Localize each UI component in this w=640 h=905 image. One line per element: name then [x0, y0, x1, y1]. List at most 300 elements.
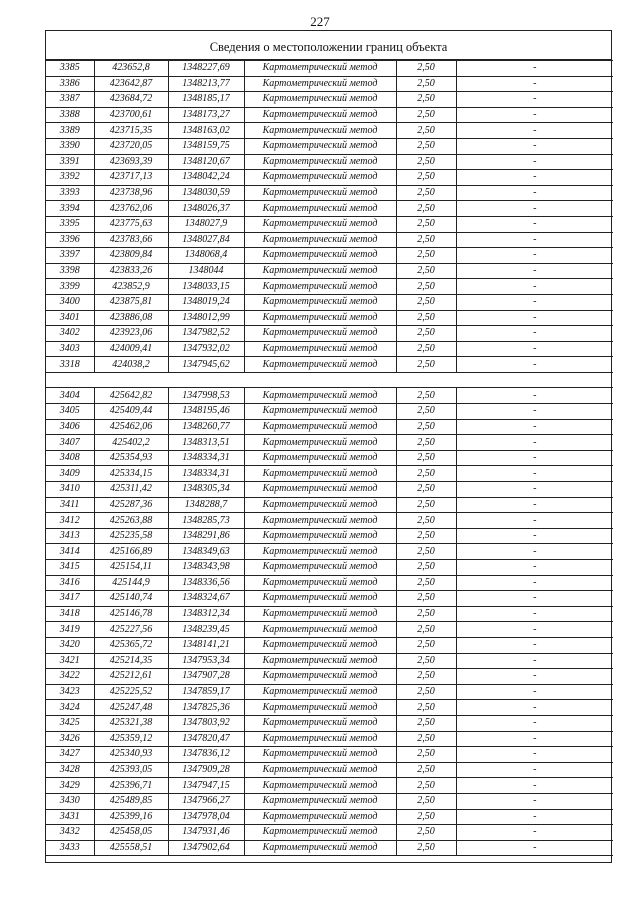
table-row	[46, 591, 613, 607]
table-row	[46, 216, 613, 232]
point-number-cell: 3407	[46, 435, 94, 451]
x-coordinate-cell: 423886,08	[94, 310, 168, 326]
separator-cell	[46, 372, 613, 388]
method-cell: Картометрический метод	[244, 684, 396, 700]
accuracy-cell: 2,50	[396, 747, 456, 763]
y-coordinate-cell: 1348239,45	[168, 622, 244, 638]
coordinates-table	[46, 60, 613, 856]
table-row	[46, 435, 613, 451]
x-coordinate-cell: 423693,39	[94, 154, 168, 170]
point-number-cell: 3395	[46, 216, 94, 232]
description-cell: -	[456, 825, 613, 841]
description-cell: -	[456, 107, 613, 123]
y-coordinate-cell: 1347947,15	[168, 778, 244, 794]
coordinates-table-frame	[45, 30, 612, 863]
method-cell: Картометрический метод	[244, 778, 396, 794]
description-cell: -	[456, 263, 613, 279]
method-cell: Картометрический метод	[244, 482, 396, 498]
accuracy-cell: 2,50	[396, 232, 456, 248]
method-cell: Картометрический метод	[244, 591, 396, 607]
method-cell: Картометрический метод	[244, 92, 396, 108]
y-coordinate-cell: 1347909,28	[168, 762, 244, 778]
description-cell: -	[456, 497, 613, 513]
contour-separator-row	[46, 372, 613, 388]
table-row	[46, 762, 613, 778]
point-number-cell: 3408	[46, 450, 94, 466]
point-number-cell: 3425	[46, 715, 94, 731]
description-cell: -	[456, 248, 613, 264]
accuracy-cell: 2,50	[396, 76, 456, 92]
table-row	[46, 793, 613, 809]
accuracy-cell: 2,50	[396, 107, 456, 123]
method-cell: Картометрический метод	[244, 497, 396, 513]
table-row	[46, 294, 613, 310]
accuracy-cell: 2,50	[396, 450, 456, 466]
point-number-cell: 3411	[46, 497, 94, 513]
description-cell: -	[456, 700, 613, 716]
table-row	[46, 575, 613, 591]
y-coordinate-cell: 1348313,51	[168, 435, 244, 451]
method-cell: Картометрический метод	[244, 248, 396, 264]
x-coordinate-cell: 425359,12	[94, 731, 168, 747]
x-coordinate-cell: 425247,48	[94, 700, 168, 716]
x-coordinate-cell: 423717,13	[94, 170, 168, 186]
method-cell: Картометрический метод	[244, 793, 396, 809]
point-number-cell: 3397	[46, 248, 94, 264]
table-row	[46, 653, 613, 669]
description-cell: -	[456, 669, 613, 685]
method-cell: Картометрический метод	[244, 825, 396, 841]
accuracy-cell: 2,50	[396, 185, 456, 201]
y-coordinate-cell: 1348019,24	[168, 294, 244, 310]
point-number-cell: 3399	[46, 279, 94, 295]
x-coordinate-cell: 423715,35	[94, 123, 168, 139]
x-coordinate-cell: 424009,41	[94, 341, 168, 357]
accuracy-cell: 2,50	[396, 528, 456, 544]
point-number-cell: 3410	[46, 482, 94, 498]
method-cell: Картометрический метод	[244, 513, 396, 529]
description-cell: -	[456, 185, 613, 201]
accuracy-cell: 2,50	[396, 92, 456, 108]
y-coordinate-cell: 1347859,17	[168, 684, 244, 700]
table-row	[46, 76, 613, 92]
x-coordinate-cell: 423783,66	[94, 232, 168, 248]
description-cell: -	[456, 357, 613, 373]
point-number-cell: 3386	[46, 76, 94, 92]
accuracy-cell: 2,50	[396, 435, 456, 451]
y-coordinate-cell: 1347836,12	[168, 747, 244, 763]
method-cell: Картометрический метод	[244, 575, 396, 591]
x-coordinate-cell: 425144,9	[94, 575, 168, 591]
table-row	[46, 123, 613, 139]
table-row	[46, 248, 613, 264]
point-number-cell: 3405	[46, 404, 94, 420]
x-coordinate-cell: 423642,87	[94, 76, 168, 92]
point-number-cell: 3414	[46, 544, 94, 560]
table-row	[46, 560, 613, 576]
y-coordinate-cell: 1348349,63	[168, 544, 244, 560]
method-cell: Картометрический метод	[244, 310, 396, 326]
description-cell: -	[456, 92, 613, 108]
method-cell: Картометрический метод	[244, 653, 396, 669]
method-cell: Картометрический метод	[244, 747, 396, 763]
y-coordinate-cell: 1348033,15	[168, 279, 244, 295]
description-cell: -	[456, 76, 613, 92]
description-cell: -	[456, 731, 613, 747]
table-row	[46, 544, 613, 560]
point-number-cell: 3398	[46, 263, 94, 279]
accuracy-cell: 2,50	[396, 123, 456, 139]
accuracy-cell: 2,50	[396, 326, 456, 342]
accuracy-cell: 2,50	[396, 622, 456, 638]
table-row	[46, 528, 613, 544]
table-row	[46, 825, 613, 841]
accuracy-cell: 2,50	[396, 793, 456, 809]
x-coordinate-cell: 425402,2	[94, 435, 168, 451]
table-row	[46, 497, 613, 513]
x-coordinate-cell: 423684,72	[94, 92, 168, 108]
x-coordinate-cell: 425365,72	[94, 637, 168, 653]
table-row	[46, 840, 613, 856]
method-cell: Картометрический метод	[244, 840, 396, 856]
y-coordinate-cell: 1348068,4	[168, 248, 244, 264]
x-coordinate-cell: 425458,05	[94, 825, 168, 841]
point-number-cell: 3419	[46, 622, 94, 638]
y-coordinate-cell: 1348260,77	[168, 419, 244, 435]
y-coordinate-cell: 1347978,04	[168, 809, 244, 825]
y-coordinate-cell: 1348159,75	[168, 138, 244, 154]
accuracy-cell: 2,50	[396, 294, 456, 310]
y-coordinate-cell: 1348027,84	[168, 232, 244, 248]
table-row	[46, 778, 613, 794]
point-number-cell: 3415	[46, 560, 94, 576]
description-cell: -	[456, 606, 613, 622]
point-number-cell: 3401	[46, 310, 94, 326]
description-cell: -	[456, 684, 613, 700]
x-coordinate-cell: 425154,11	[94, 560, 168, 576]
method-cell: Картометрический метод	[244, 61, 396, 77]
accuracy-cell: 2,50	[396, 404, 456, 420]
description-cell: -	[456, 622, 613, 638]
y-coordinate-cell: 1348163,02	[168, 123, 244, 139]
description-cell: -	[456, 747, 613, 763]
point-number-cell: 3433	[46, 840, 94, 856]
accuracy-cell: 2,50	[396, 778, 456, 794]
table-row	[46, 138, 613, 154]
point-number-cell: 3423	[46, 684, 94, 700]
point-number-cell: 3412	[46, 513, 94, 529]
accuracy-cell: 2,50	[396, 560, 456, 576]
description-cell: -	[456, 793, 613, 809]
method-cell: Картометрический метод	[244, 388, 396, 404]
description-cell: -	[456, 513, 613, 529]
method-cell: Картометрический метод	[244, 700, 396, 716]
table-row	[46, 669, 613, 685]
x-coordinate-cell: 423720,05	[94, 138, 168, 154]
accuracy-cell: 2,50	[396, 154, 456, 170]
y-coordinate-cell: 1348027,9	[168, 216, 244, 232]
accuracy-cell: 2,50	[396, 419, 456, 435]
point-number-cell: 3387	[46, 92, 94, 108]
point-number-cell: 3428	[46, 762, 94, 778]
description-cell: -	[456, 388, 613, 404]
method-cell: Картометрический метод	[244, 435, 396, 451]
table-row	[46, 92, 613, 108]
method-cell: Картометрический метод	[244, 341, 396, 357]
x-coordinate-cell: 425393,05	[94, 762, 168, 778]
method-cell: Картометрический метод	[244, 637, 396, 653]
method-cell: Картометрический метод	[244, 170, 396, 186]
table-row	[46, 419, 613, 435]
table-row	[46, 341, 613, 357]
accuracy-cell: 2,50	[396, 466, 456, 482]
description-cell: -	[456, 778, 613, 794]
description-cell: -	[456, 310, 613, 326]
description-cell: -	[456, 715, 613, 731]
description-cell: -	[456, 809, 613, 825]
point-number-cell: 3391	[46, 154, 94, 170]
description-cell: -	[456, 575, 613, 591]
x-coordinate-cell: 425212,61	[94, 669, 168, 685]
description-cell: -	[456, 61, 613, 77]
x-coordinate-cell: 423762,06	[94, 201, 168, 217]
x-coordinate-cell: 425334,15	[94, 466, 168, 482]
table-row	[46, 357, 613, 373]
method-cell: Картометрический метод	[244, 560, 396, 576]
x-coordinate-cell: 425287,36	[94, 497, 168, 513]
x-coordinate-cell: 424038,2	[94, 357, 168, 373]
method-cell: Картометрический метод	[244, 263, 396, 279]
point-number-cell: 3403	[46, 341, 94, 357]
x-coordinate-cell: 425140,74	[94, 591, 168, 607]
accuracy-cell: 2,50	[396, 731, 456, 747]
table-row	[46, 700, 613, 716]
description-cell: -	[456, 279, 613, 295]
accuracy-cell: 2,50	[396, 201, 456, 217]
x-coordinate-cell: 425642,82	[94, 388, 168, 404]
method-cell: Картометрический метод	[244, 201, 396, 217]
method-cell: Картометрический метод	[244, 185, 396, 201]
description-cell: -	[456, 653, 613, 669]
description-cell: -	[456, 435, 613, 451]
method-cell: Картометрический метод	[244, 326, 396, 342]
table-row	[46, 747, 613, 763]
description-cell: -	[456, 560, 613, 576]
point-number-cell: 3421	[46, 653, 94, 669]
table-row	[46, 466, 613, 482]
point-number-cell: 3426	[46, 731, 94, 747]
description-cell: -	[456, 637, 613, 653]
method-cell: Картометрический метод	[244, 216, 396, 232]
x-coordinate-cell: 425340,93	[94, 747, 168, 763]
point-number-cell: 3427	[46, 747, 94, 763]
description-cell: -	[456, 450, 613, 466]
description-cell: -	[456, 419, 613, 435]
x-coordinate-cell: 423809,84	[94, 248, 168, 264]
coordinates-table-body	[46, 61, 613, 856]
table-row	[46, 310, 613, 326]
y-coordinate-cell: 1348343,98	[168, 560, 244, 576]
x-coordinate-cell: 425399,16	[94, 809, 168, 825]
point-number-cell: 3404	[46, 388, 94, 404]
accuracy-cell: 2,50	[396, 809, 456, 825]
x-coordinate-cell: 423775,63	[94, 216, 168, 232]
table-row	[46, 404, 613, 420]
y-coordinate-cell: 1348185,17	[168, 92, 244, 108]
y-coordinate-cell: 1348012,99	[168, 310, 244, 326]
y-coordinate-cell: 1348334,31	[168, 466, 244, 482]
x-coordinate-cell: 425263,88	[94, 513, 168, 529]
method-cell: Картометрический метод	[244, 232, 396, 248]
method-cell: Картометрический метод	[244, 76, 396, 92]
point-number-cell: 3413	[46, 528, 94, 544]
method-cell: Картометрический метод	[244, 419, 396, 435]
description-cell: -	[456, 138, 613, 154]
x-coordinate-cell: 425489,85	[94, 793, 168, 809]
y-coordinate-cell: 1347998,53	[168, 388, 244, 404]
point-number-cell: 3390	[46, 138, 94, 154]
y-coordinate-cell: 1348291,86	[168, 528, 244, 544]
table-row	[46, 809, 613, 825]
x-coordinate-cell: 425558,51	[94, 840, 168, 856]
accuracy-cell: 2,50	[396, 263, 456, 279]
point-number-cell: 3389	[46, 123, 94, 139]
description-cell: -	[456, 482, 613, 498]
accuracy-cell: 2,50	[396, 138, 456, 154]
method-cell: Картометрический метод	[244, 357, 396, 373]
table-row	[46, 388, 613, 404]
y-coordinate-cell: 1348227,69	[168, 61, 244, 77]
y-coordinate-cell: 1348044	[168, 263, 244, 279]
accuracy-cell: 2,50	[396, 310, 456, 326]
x-coordinate-cell: 425214,35	[94, 653, 168, 669]
y-coordinate-cell: 1348334,31	[168, 450, 244, 466]
method-cell: Картометрический метод	[244, 466, 396, 482]
point-number-cell: 3417	[46, 591, 94, 607]
accuracy-cell: 2,50	[396, 637, 456, 653]
accuracy-cell: 2,50	[396, 684, 456, 700]
y-coordinate-cell: 1347953,34	[168, 653, 244, 669]
x-coordinate-cell: 423652,8	[94, 61, 168, 77]
description-cell: -	[456, 341, 613, 357]
x-coordinate-cell: 423738,96	[94, 185, 168, 201]
method-cell: Картометрический метод	[244, 544, 396, 560]
point-number-cell: 3394	[46, 201, 94, 217]
x-coordinate-cell: 423875,81	[94, 294, 168, 310]
method-cell: Картометрический метод	[244, 404, 396, 420]
method-cell: Картометрический метод	[244, 606, 396, 622]
y-coordinate-cell: 1348324,67	[168, 591, 244, 607]
y-coordinate-cell: 1347931,46	[168, 825, 244, 841]
x-coordinate-cell: 425396,71	[94, 778, 168, 794]
x-coordinate-cell: 425354,93	[94, 450, 168, 466]
method-cell: Картометрический метод	[244, 809, 396, 825]
y-coordinate-cell: 1347945,62	[168, 357, 244, 373]
description-cell: -	[456, 201, 613, 217]
section-title: Сведения о местоположении границ объекта	[46, 31, 611, 60]
description-cell: -	[456, 326, 613, 342]
accuracy-cell: 2,50	[396, 840, 456, 856]
accuracy-cell: 2,50	[396, 700, 456, 716]
y-coordinate-cell: 1347932,02	[168, 341, 244, 357]
table-row	[46, 326, 613, 342]
y-coordinate-cell: 1348030,59	[168, 185, 244, 201]
description-cell: -	[456, 544, 613, 560]
method-cell: Картометрический метод	[244, 123, 396, 139]
method-cell: Картометрический метод	[244, 294, 396, 310]
x-coordinate-cell: 425166,89	[94, 544, 168, 560]
accuracy-cell: 2,50	[396, 825, 456, 841]
accuracy-cell: 2,50	[396, 357, 456, 373]
x-coordinate-cell: 423852,9	[94, 279, 168, 295]
point-number-cell: 3402	[46, 326, 94, 342]
point-number-cell: 3409	[46, 466, 94, 482]
y-coordinate-cell: 1347825,36	[168, 700, 244, 716]
accuracy-cell: 2,50	[396, 388, 456, 404]
description-cell: -	[456, 232, 613, 248]
description-cell: -	[456, 466, 613, 482]
accuracy-cell: 2,50	[396, 591, 456, 607]
x-coordinate-cell: 423923,06	[94, 326, 168, 342]
point-number-cell: 3385	[46, 61, 94, 77]
y-coordinate-cell: 1348285,73	[168, 513, 244, 529]
y-coordinate-cell: 1347820,47	[168, 731, 244, 747]
y-coordinate-cell: 1348305,34	[168, 482, 244, 498]
y-coordinate-cell: 1348195,46	[168, 404, 244, 420]
method-cell: Картометрический метод	[244, 528, 396, 544]
table-row	[46, 513, 613, 529]
point-number-cell: 3318	[46, 357, 94, 373]
accuracy-cell: 2,50	[396, 606, 456, 622]
accuracy-cell: 2,50	[396, 482, 456, 498]
table-row	[46, 637, 613, 653]
point-number-cell: 3396	[46, 232, 94, 248]
point-number-cell: 3418	[46, 606, 94, 622]
y-coordinate-cell: 1347966,27	[168, 793, 244, 809]
x-coordinate-cell: 425321,38	[94, 715, 168, 731]
accuracy-cell: 2,50	[396, 341, 456, 357]
point-number-cell: 3430	[46, 793, 94, 809]
y-coordinate-cell: 1348312,34	[168, 606, 244, 622]
table-row	[46, 232, 613, 248]
accuracy-cell: 2,50	[396, 216, 456, 232]
accuracy-cell: 2,50	[396, 669, 456, 685]
table-row	[46, 61, 613, 77]
page-number: 227	[310, 14, 330, 29]
y-coordinate-cell: 1348026,37	[168, 201, 244, 217]
x-coordinate-cell: 425462,06	[94, 419, 168, 435]
table-row	[46, 263, 613, 279]
y-coordinate-cell: 1347902,64	[168, 840, 244, 856]
table-row	[46, 482, 613, 498]
description-cell: -	[456, 123, 613, 139]
point-number-cell: 3420	[46, 637, 94, 653]
x-coordinate-cell: 425311,42	[94, 482, 168, 498]
y-coordinate-cell: 1348141,21	[168, 637, 244, 653]
table-row	[46, 606, 613, 622]
method-cell: Картометрический метод	[244, 107, 396, 123]
description-cell: -	[456, 762, 613, 778]
point-number-cell: 3406	[46, 419, 94, 435]
table-row	[46, 684, 613, 700]
y-coordinate-cell: 1348173,27	[168, 107, 244, 123]
method-cell: Картометрический метод	[244, 154, 396, 170]
point-number-cell: 3416	[46, 575, 94, 591]
table-row	[46, 450, 613, 466]
description-cell: -	[456, 404, 613, 420]
x-coordinate-cell: 423700,61	[94, 107, 168, 123]
method-cell: Картометрический метод	[244, 669, 396, 685]
